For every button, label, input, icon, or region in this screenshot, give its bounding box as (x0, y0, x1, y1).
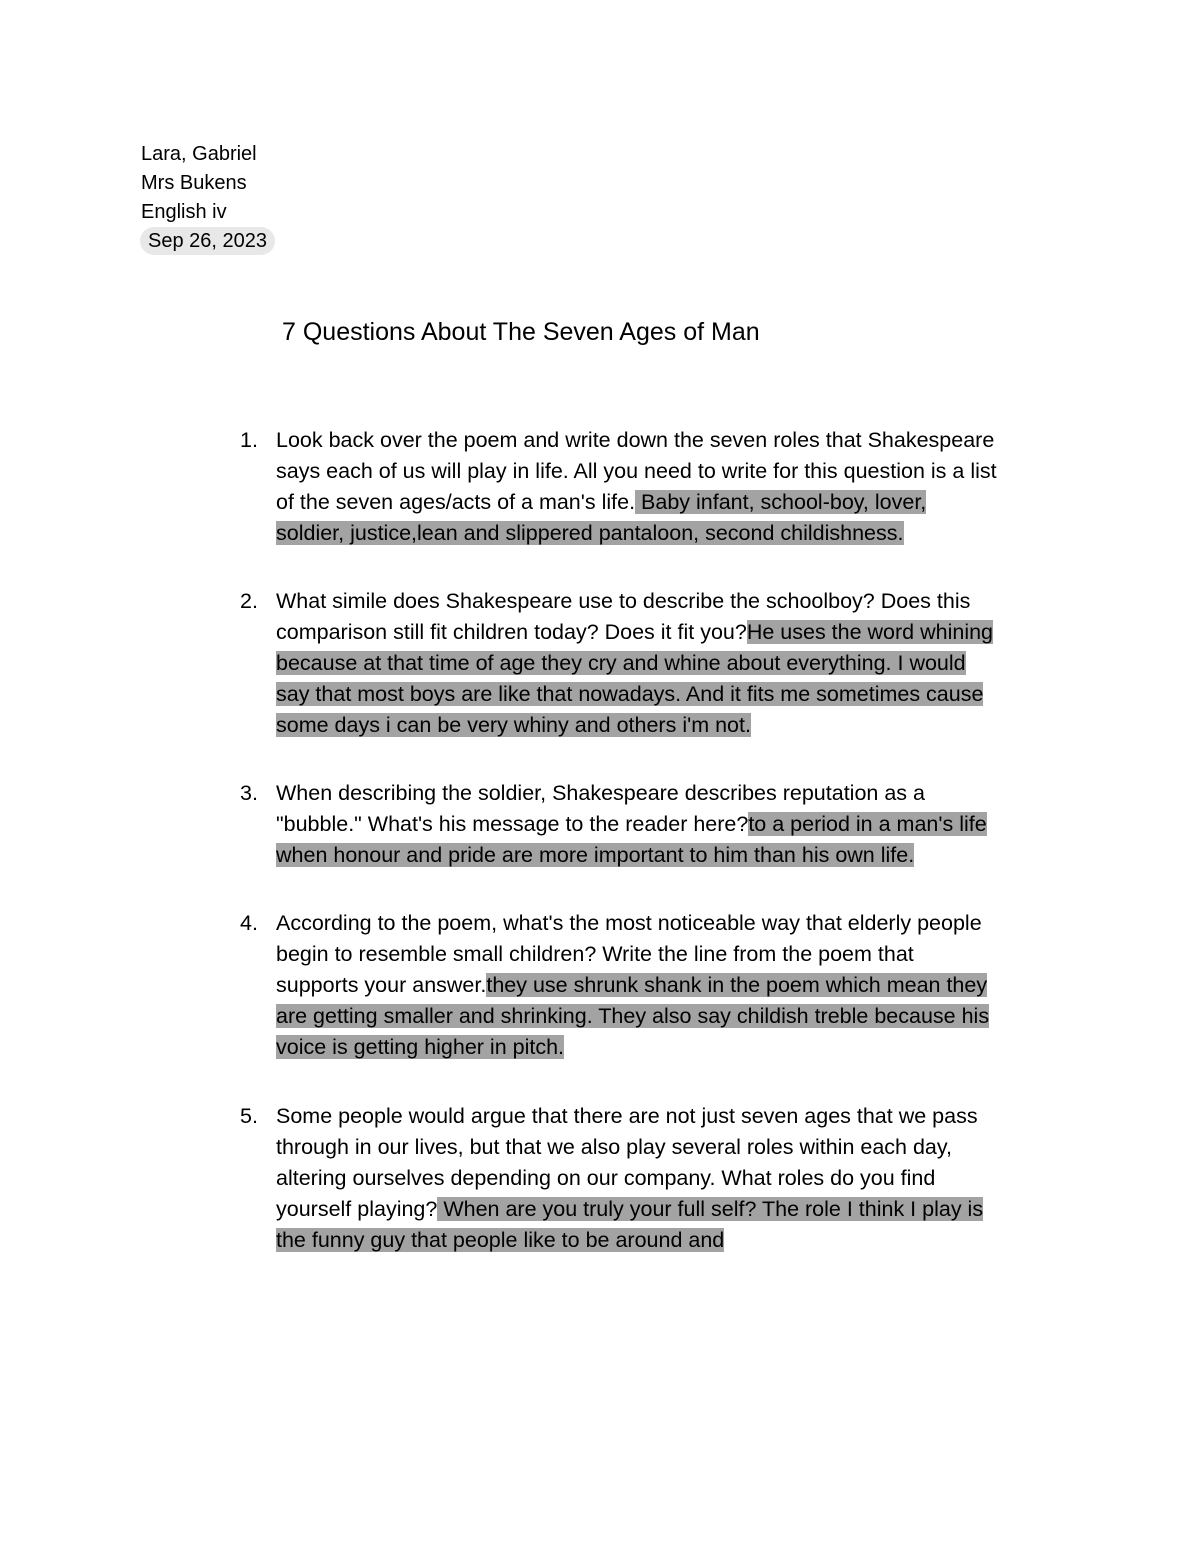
question-list (240, 425, 1000, 1256)
question-item (240, 586, 1000, 741)
question-item (240, 908, 1000, 1063)
date-chip[interactable]: Sep 26, 2023 (140, 227, 275, 255)
question-prompt: Some people would argue that there are not just seven ages that we pass through in our lives, but that we also play several roles within each day, altering ourselves depending on our company. What roles do you find yourself playing? (276, 1104, 978, 1221)
question-text (276, 425, 1000, 549)
question-prompt: According to the poem, what's the most noticeable way that elderly people begin to resemble small children? Write the line from the poem that supports your answer. (276, 911, 982, 997)
answer-highlight: to a period in a man's life when honour and pride are more important to him than his own life. (276, 812, 987, 867)
answer-highlight: they use shrunk shank in the poem which mean they are getting smaller and shrinking. They also say childish treble because his voice is getting higher in pitch. (276, 973, 990, 1059)
question-prompt: Look back over the poem and write down the seven roles that Shakespeare says each of us will play in life. All you need to write for this question is a list of the seven ages/acts of a man's life. (276, 428, 997, 514)
teacher-name: Mrs Bukens (141, 172, 247, 194)
question-number: 2. (240, 589, 258, 613)
question-number: 4. (240, 911, 258, 935)
question-text (276, 778, 1000, 871)
answer-highlight: Baby infant, school-boy, lover, soldier, justice,lean and slippered pantaloon, second childishness. (276, 490, 927, 545)
question-number: 1. (240, 428, 258, 452)
question-number: 3. (240, 781, 258, 805)
answer-highlight: When are you truly your full self? The role I think I play is the funny guy that people like to be around and (276, 1197, 984, 1252)
date-line (141, 227, 275, 256)
student-name: Lara, Gabriel (141, 143, 257, 165)
question-item (240, 425, 1000, 549)
question-prompt: When describing the soldier, Shakespeare describes reputation as a "bubble." What's his message to the reader here? (276, 781, 925, 836)
document-title: 7 Questions About The Seven Ages of Man (282, 318, 760, 346)
document-header (141, 140, 275, 256)
question-text (276, 908, 1000, 1063)
answer-highlight: He uses the word whining because at that time of age they cry and whine about everything. I would say that most boys are like that nowadays. And it fits me sometimes cause some days i can be very whiny and others i'm not. (276, 620, 994, 737)
question-item (240, 1101, 1000, 1256)
question-prompt: What simile does Shakespeare use to describe the schoolboy? Does this comparison still fit children today? Does it fit you? (276, 589, 971, 644)
question-item (240, 778, 1000, 871)
course-name: English iv (141, 201, 227, 223)
question-number: 5. (240, 1104, 258, 1128)
question-text (276, 1101, 1000, 1256)
question-text (276, 586, 1000, 741)
